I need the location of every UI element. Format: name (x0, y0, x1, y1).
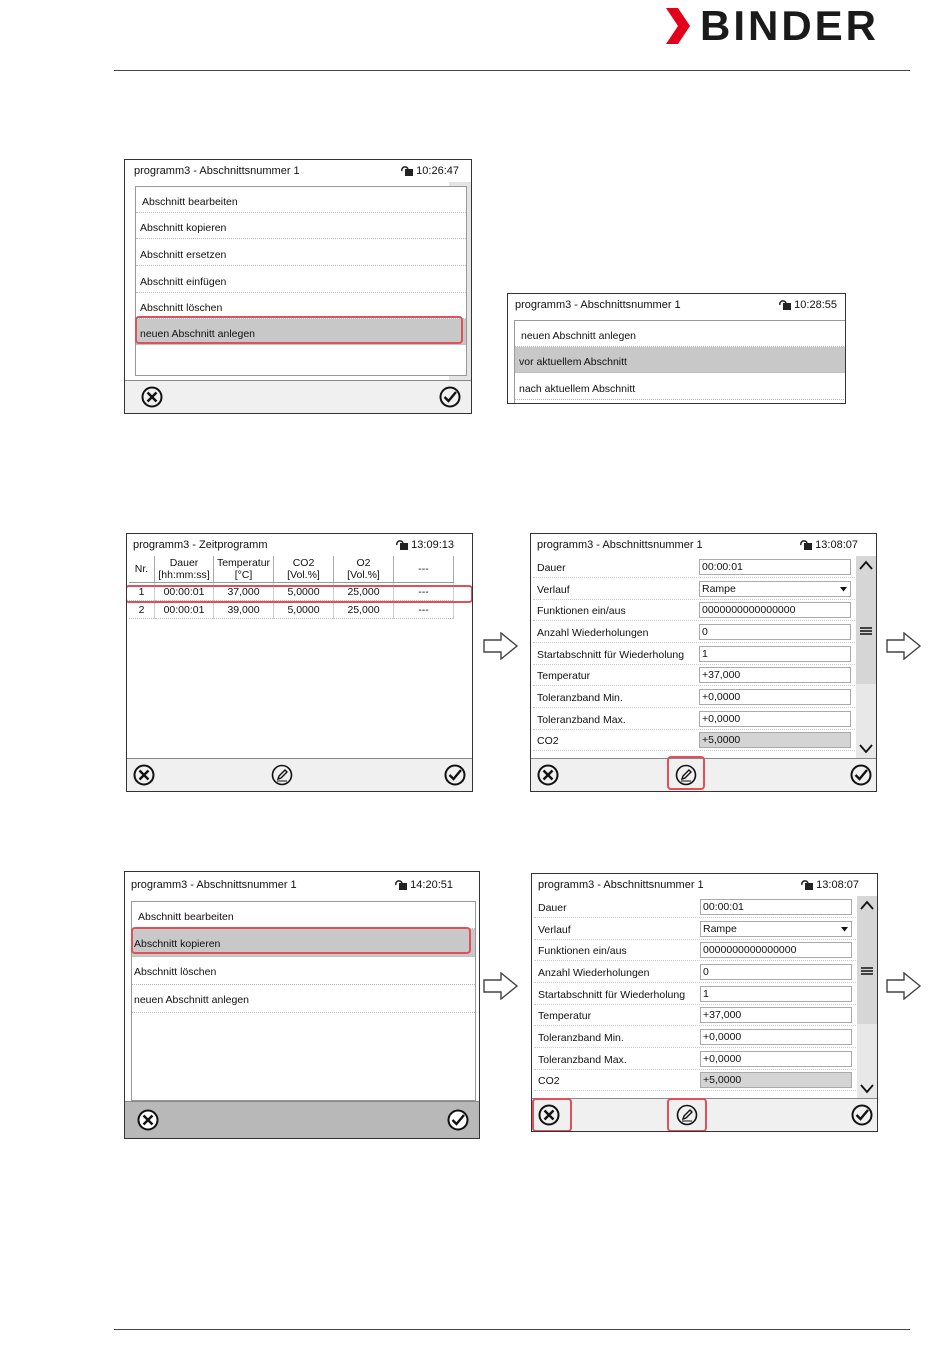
screen-e-section-menu (124, 871, 480, 1139)
cancel-icon[interactable] (137, 1109, 159, 1131)
dropdown-caret-icon (840, 587, 847, 592)
table-cell: 5,0000 (274, 583, 334, 601)
screen-title: programm3 - Abschnittsnummer 1 (538, 879, 704, 891)
screen-e-footer (125, 1101, 479, 1138)
screen-title: programm3 - Abschnittsnummer 1 (134, 165, 300, 177)
position-menu (514, 320, 846, 404)
cancel-icon[interactable] (537, 764, 559, 786)
co2-field[interactable]: +5,0000 (699, 732, 851, 748)
screen-time: 10:28:55 (778, 299, 837, 311)
tolerance-max-field[interactable]: +0,0000 (699, 711, 851, 727)
temperature-field[interactable]: +37,000 (700, 1007, 852, 1023)
field-row: CO2 +5,0000 (534, 1070, 856, 1091)
lock-icon (778, 300, 792, 310)
functions-field[interactable]: 0000000000000000 (700, 942, 852, 958)
footer-rule (114, 1329, 910, 1330)
arrow-right-icon (483, 972, 519, 1000)
table-cell: 37,000 (214, 583, 274, 601)
menu-item-delete-section[interactable]: Abschnitt löschen (136, 293, 466, 319)
scrollbar[interactable] (857, 896, 877, 1098)
chevron-down-icon[interactable] (859, 744, 873, 754)
chevron-down-icon[interactable] (860, 1084, 874, 1094)
binder-logo (662, 2, 912, 49)
header-rule (114, 70, 910, 71)
field-row: Toleranzband Max. +0,0000 (533, 709, 855, 730)
screen-e-titlebar (125, 872, 479, 894)
highlight-cancel-button (532, 1098, 572, 1132)
arrow-right-icon (483, 632, 519, 660)
lock-icon (799, 540, 813, 550)
column-header: --- (394, 556, 454, 583)
screen-d-section-edit (530, 533, 877, 792)
functions-field[interactable]: 0000000000000000 (699, 602, 851, 618)
chevron-up-icon[interactable] (859, 560, 873, 570)
field-row: Startabschnitt für Wiederholung 1 (533, 644, 855, 665)
checkmark-icon[interactable] (439, 386, 461, 408)
brand-name: BINDER (700, 2, 880, 49)
field-row: Toleranzband Min. +0,0000 (533, 687, 855, 708)
lock-icon (394, 880, 408, 890)
highlight-copy-section (131, 927, 471, 954)
screen-time: 13:09:13 (395, 539, 454, 551)
screen-f-section-edit (531, 873, 878, 1132)
column-header: Dauer [hh:mm:ss] (155, 556, 214, 583)
cancel-icon[interactable] (141, 386, 163, 408)
screen-b-new-section-position (507, 293, 846, 404)
lock-icon (400, 166, 414, 176)
hamburger-icon[interactable] (860, 966, 874, 976)
screen-c-footer (127, 758, 472, 791)
field-row: Anzahl Wiederholungen 0 (534, 962, 856, 983)
duration-field[interactable]: 00:00:01 (700, 899, 852, 915)
field-row: Temperatur +37,000 (533, 665, 855, 686)
table-cell: 00:00:01 (155, 601, 214, 619)
screen-f-titlebar (532, 874, 877, 896)
field-row: Funktionen ein/aus 0000000000000000 (533, 600, 855, 621)
menu-item-replace-section[interactable]: Abschnitt ersetzen (136, 240, 466, 266)
hamburger-icon[interactable] (859, 626, 873, 636)
screen-b-titlebar (508, 294, 845, 316)
lock-icon (395, 540, 409, 550)
menu-item-after-current[interactable]: nach aktuellem Abschnitt (515, 374, 846, 400)
curve-select[interactable]: Rampe (700, 921, 852, 937)
screen-time: 10:26:47 (400, 165, 459, 177)
screen-c-time-program (126, 533, 473, 792)
table-cell: 5,0000 (274, 601, 334, 619)
lock-icon (800, 880, 814, 890)
edit-pencil-icon[interactable] (271, 764, 293, 786)
dropdown-caret-icon (841, 927, 848, 932)
field-row: Verlauf Rampe (534, 919, 856, 940)
menu-item-before-current[interactable]: vor aktuellem Abschnitt (515, 347, 846, 373)
table-cell: 00:00:01 (155, 583, 214, 601)
field-row: Dauer 00:00:01 (534, 897, 856, 918)
field-row: Verlauf Rampe (533, 579, 855, 600)
screen-title: programm3 - Abschnittsnummer 1 (537, 539, 703, 551)
tolerance-min-field[interactable]: +0,0000 (699, 689, 851, 705)
menu-item-edit-section[interactable]: Abschnitt bearbeiten (136, 187, 466, 213)
screen-time: 13:08:07 (799, 539, 858, 551)
field-row: Dauer 00:00:01 (533, 557, 855, 578)
menu-item-copy-section[interactable]: Abschnitt kopieren (136, 213, 466, 239)
start-section-field[interactable]: 1 (700, 986, 852, 1002)
table-row[interactable] (129, 601, 454, 619)
table-cell: 25,000 (334, 601, 394, 619)
field-row: CO2 +5,0000 (533, 730, 855, 751)
menu-item-new-section-header: neuen Abschnitt anlegen (515, 321, 846, 347)
table-cell: 39,000 (214, 601, 274, 619)
checkmark-icon[interactable] (444, 764, 466, 786)
table-cell: --- (394, 601, 454, 619)
tolerance-max-field[interactable]: +0,0000 (700, 1051, 852, 1067)
arrow-right-icon (886, 972, 922, 1000)
table-cell: 25,000 (334, 583, 394, 601)
column-header: Temperatur [°C] (214, 556, 274, 583)
co2-field[interactable]: +5,0000 (700, 1072, 852, 1088)
arrow-right-icon (886, 632, 922, 660)
menu-item-edit-section[interactable]: Abschnitt bearbeiten (132, 902, 475, 929)
repetitions-field[interactable]: 0 (700, 964, 852, 980)
start-section-field[interactable]: 1 (699, 646, 851, 662)
screen-a-section-menu (124, 159, 472, 414)
screen-time: 14:20:51 (394, 879, 453, 891)
highlight-row-1 (126, 585, 473, 603)
screen-title: programm3 - Abschnittsnummer 1 (131, 879, 297, 891)
field-row: Toleranzband Min. +0,0000 (534, 1027, 856, 1048)
menu-item-new-section[interactable]: neuen Abschnitt anlegen (132, 985, 475, 1013)
column-header: Nr. (129, 556, 155, 583)
screen-a-footer (125, 380, 471, 413)
screen-c-titlebar (127, 534, 472, 556)
binder-logo-icon (664, 6, 694, 46)
menu-item-new-section[interactable]: neuen Abschnitt anlegen (136, 319, 466, 345)
menu-item-copy-section[interactable]: Abschnitt kopieren (132, 929, 475, 957)
menu-item-delete-section[interactable]: Abschnitt löschen (132, 957, 475, 985)
column-header: O2 [Vol.%] (334, 556, 394, 583)
field-row: Temperatur +37,000 (534, 1005, 856, 1026)
repetitions-field[interactable]: 0 (699, 624, 851, 640)
screen-title: programm3 - Zeitprogramm (133, 539, 268, 551)
duration-field[interactable]: 00:00:01 (699, 559, 851, 575)
field-row: Toleranzband Max. +0,0000 (534, 1049, 856, 1070)
table-cell: 1 (129, 583, 155, 601)
screen-a-titlebar (125, 160, 471, 182)
tolerance-min-field[interactable]: +0,0000 (700, 1029, 852, 1045)
table-cell: --- (394, 583, 454, 601)
column-header: CO2 [Vol.%] (274, 556, 334, 583)
section-menu (135, 186, 467, 376)
checkmark-icon[interactable] (447, 1109, 469, 1131)
field-row: Funktionen ein/aus 0000000000000000 (534, 940, 856, 961)
screen-time: 13:08:07 (800, 879, 859, 891)
cancel-icon[interactable] (133, 764, 155, 786)
scrollbar[interactable] (856, 556, 876, 758)
screen-title: programm3 - Abschnittsnummer 1 (515, 299, 681, 311)
menu-item-insert-section[interactable]: Abschnitt einfügen (136, 267, 466, 293)
highlight-edit-button (667, 1098, 707, 1132)
chevron-up-icon[interactable] (860, 900, 874, 910)
screen-d-titlebar (531, 534, 876, 556)
highlight-edit-button (667, 756, 705, 790)
field-row: Anzahl Wiederholungen 0 (533, 622, 855, 643)
field-row: Startabschnitt für Wiederholung 1 (534, 984, 856, 1005)
checkmark-icon[interactable] (850, 764, 872, 786)
curve-select[interactable]: Rampe (699, 581, 851, 597)
checkmark-icon[interactable] (851, 1104, 873, 1126)
table-cell: 2 (129, 601, 155, 619)
temperature-field[interactable]: +37,000 (699, 667, 851, 683)
highlight-new-section (135, 316, 463, 344)
